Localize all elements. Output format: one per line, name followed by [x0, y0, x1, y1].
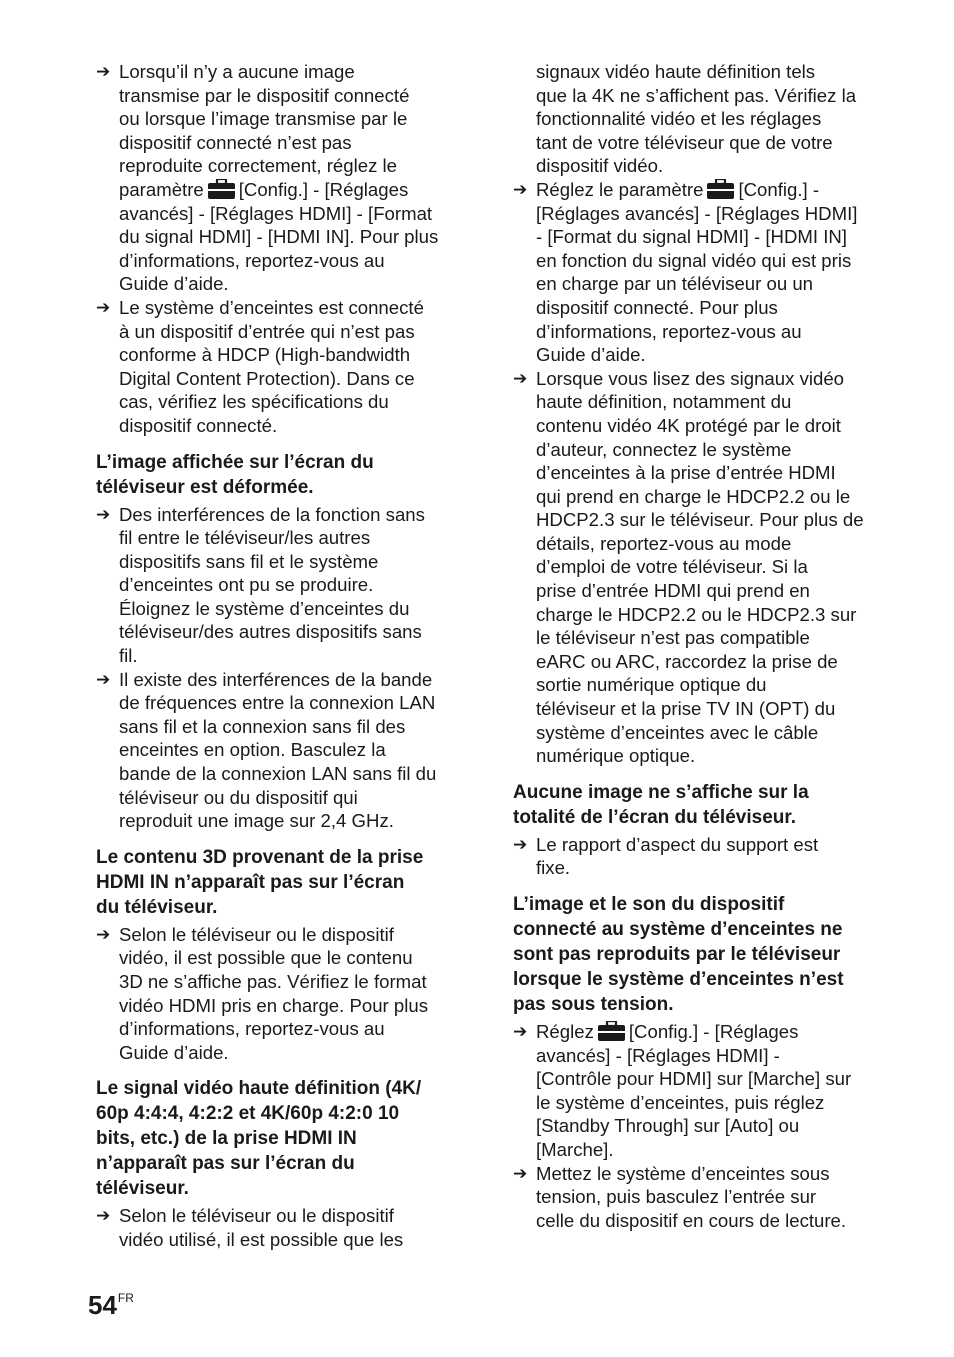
line: d’enceintes ont pu se produire. [119, 574, 374, 596]
line: d’informations, reportez-vous au [536, 320, 802, 342]
line: signaux vidéo haute définition tels [536, 61, 816, 82]
section-heading [96, 450, 468, 500]
line: avancés] - [Réglages HDMI] - [536, 1044, 780, 1066]
line: téléviseur ou du dispositif qui [119, 786, 358, 808]
line: avancés] - [Réglages HDMI] - [Format [119, 202, 433, 224]
toolbox-icon [207, 179, 236, 199]
page-language: FR [117, 1291, 134, 1305]
line: sans fil et la connexion sans fil des [119, 715, 406, 737]
page-number-value: 54 [88, 1290, 117, 1320]
text: [Config.] - [Réglages [628, 1021, 799, 1042]
line: téléviseur. [96, 1178, 189, 1200]
bullet-item [513, 1020, 885, 1162]
line: le téléviseur n’est pas compatible [536, 627, 810, 649]
arrow-right-icon: ➔ [513, 179, 528, 199]
line: de fréquences entre la connexion LAN [119, 692, 436, 714]
arrow-right-icon: ➔ [513, 1163, 528, 1183]
line: système d’enceintes avec le câble [536, 721, 819, 743]
line: conforme à HDCP (High-bandwidth [119, 344, 411, 366]
line: [Standby Through] sur [Auto] ou [536, 1115, 800, 1137]
bullet-item [96, 296, 468, 438]
line: Guide d’aide. [119, 1041, 229, 1063]
continued-text [513, 60, 885, 178]
line: du téléviseur. [96, 896, 218, 918]
line: connecté au système d’enceintes ne [513, 919, 843, 940]
line: dispositifs sans fil et le système [119, 550, 379, 572]
line: pas sous tension. [513, 994, 674, 1015]
line: Mettez le système d’enceintes sous [536, 1162, 830, 1184]
line: [Contrôle pour HDMI] sur [Marche] sur [536, 1068, 852, 1090]
line: [Marche]. [536, 1138, 614, 1160]
line: enceintes en option. Basculez la [119, 739, 386, 761]
line: d’enceintes à la prise d’entrée HDMI [536, 462, 836, 484]
line: n’apparaît pas sur l’écran du [96, 1153, 355, 1175]
text: [Config.] - [738, 178, 820, 200]
bullet-item [513, 178, 885, 367]
line: vidéo utilisé, il est possible que les [119, 1228, 404, 1250]
section-heading [96, 845, 468, 920]
line: Selon le téléviseur ou le dispositif [119, 1205, 394, 1227]
arrow-right-icon: ➔ [513, 834, 528, 854]
section-heading [513, 780, 885, 830]
line: fil. [119, 645, 138, 667]
bullet-item [513, 833, 885, 880]
line: Lorsqu’il n’y a aucune image [119, 61, 355, 82]
arrow-right-icon: ➔ [96, 297, 111, 317]
line: d’auteur, connectez le système [536, 438, 792, 460]
bullet-item [96, 1204, 468, 1251]
line: téléviseur/des autres dispositifs sans [119, 621, 422, 643]
line: Guide d’aide. [119, 273, 229, 295]
line: Il existe des interférences de la bande [119, 668, 433, 690]
line: dispositif connecté. [119, 414, 278, 436]
arrow-right-icon: ➔ [96, 62, 111, 81]
line: fil entre le téléviseur/les autres [119, 527, 371, 549]
line: bande de la connexion LAN sans fil du [119, 763, 437, 785]
text: paramètre [119, 178, 204, 200]
line: dispositif connecté. Pour plus [536, 296, 778, 318]
line: Le signal vidéo haute définition (4K/ [96, 1078, 422, 1100]
line: fonctionnalité vidéo et les réglages [536, 108, 822, 130]
line: tant de votre téléviseur que de votre [536, 131, 833, 153]
line: en fonction du signal vidéo qui est pris [536, 249, 852, 271]
arrow-right-icon: ➔ [96, 669, 111, 689]
line: Aucune image ne s’affiche sur la [513, 781, 809, 803]
line: bits, etc.) de la prise HDMI IN [96, 1128, 357, 1150]
line: [Réglages avancés] - [Réglages HDMI] [536, 202, 858, 224]
bullet-item [96, 668, 468, 833]
line: qui prend en charge le HDCP2.2 ou le [536, 485, 851, 507]
line: L’image affichée sur l’écran du [96, 451, 374, 473]
left-column [96, 60, 468, 1252]
line: vidéo HDMI pris en charge. Pour plus [119, 994, 429, 1016]
right-column [513, 60, 885, 1232]
line [536, 178, 885, 202]
line: en charge par un téléviseur ou un [536, 273, 814, 295]
line: vidéo, il est possible que le contenu [119, 947, 413, 969]
line: - [Format du signal HDMI] - [HDMI IN] [536, 226, 847, 248]
line: celle du dispositif en cours de lecture. [536, 1209, 847, 1231]
line: à un dispositif d’entrée qui n’est pas [119, 320, 415, 342]
line: d’informations, reportez-vous au [119, 249, 385, 271]
text: Réglez [536, 1021, 594, 1042]
line: Lorsque vous lisez des signaux vidéo [536, 367, 845, 389]
line: dispositif connecté n’est pas [119, 131, 352, 153]
bullet-item [96, 503, 468, 668]
bullet-item [513, 1162, 885, 1233]
line: téléviseur et la prise TV IN (OPT) du [536, 698, 836, 720]
line: Le contenu 3D provenant de la prise [96, 846, 424, 868]
line: cas, vérifiez les spécifications du [119, 391, 389, 413]
line: Le rapport d’aspect du support est [536, 833, 819, 855]
arrow-right-icon: ➔ [513, 368, 528, 388]
line: d’emploi de votre téléviseur. Si la [536, 556, 808, 578]
line: sortie numérique optique du [536, 674, 767, 696]
line: d’informations, reportez-vous au [119, 1018, 385, 1040]
line: reproduite correctement, réglez le [119, 155, 398, 177]
line: détails, reportez-vous au mode [536, 532, 792, 554]
arrow-right-icon: ➔ [513, 1022, 528, 1041]
arrow-right-icon: ➔ [96, 924, 111, 944]
toolbox-icon [706, 179, 735, 199]
bullet-item [96, 60, 468, 296]
line: numérique optique. [536, 745, 696, 767]
bullet-item [96, 923, 468, 1065]
line [119, 178, 468, 202]
line: le système d’enceintes, puis réglez [536, 1091, 825, 1113]
line: Digital Content Protection). Dans ce [119, 367, 415, 389]
line: totalité de l’écran du téléviseur. [513, 806, 796, 828]
line: HDMI IN n’apparaît pas sur l’écran [96, 871, 405, 893]
line: fixe. [536, 857, 571, 879]
line: L’image et le son du dispositif [513, 894, 785, 915]
page-number [88, 1290, 134, 1321]
line: 3D ne s’affiche pas. Vérifiez le format [119, 971, 427, 992]
line: 60p 4:4:4, 4:2:2 et 4K/60p 4:2:0 10 [96, 1103, 400, 1125]
line: Des interférences de la fonction sans [119, 503, 425, 525]
line: Selon le téléviseur ou le dispositif [119, 923, 394, 945]
line: ou lorsque l’image transmise par le [119, 108, 408, 130]
line: haute définition, notamment du [536, 391, 792, 413]
line: lorsque le système d’enceintes n’est [513, 969, 844, 990]
line: transmise par le dispositif connecté [119, 84, 410, 106]
line: dispositif vidéo. [536, 155, 664, 177]
line: prise d’entrée HDMI qui prend en [536, 580, 810, 602]
section-heading [96, 1076, 468, 1201]
arrow-right-icon: ➔ [96, 1206, 111, 1226]
section-heading [513, 892, 885, 1017]
line: sont pas reproduits par le téléviseur [513, 944, 841, 965]
lines [119, 60, 468, 296]
text: Réglez le paramètre [536, 178, 704, 200]
bullet-item [513, 367, 885, 768]
line: reproduit une image sur 2,4 GHz. [119, 810, 394, 832]
line: que la 4K ne s’affichent pas. Vérifiez la [536, 84, 857, 106]
toolbox-icon [597, 1021, 626, 1041]
line: Le système d’enceintes est connecté [119, 296, 424, 318]
line: eARC ou ARC, raccordez la prise de [536, 650, 838, 672]
text: [Config.] - [Réglages [238, 178, 409, 200]
line: tension, puis basculez l’entrée sur [536, 1186, 817, 1208]
arrow-right-icon: ➔ [96, 504, 111, 524]
line: HDCP2.3 sur le téléviseur. Pour plus de [536, 509, 864, 531]
line: du signal HDMI] - [HDMI IN]. Pour plus [119, 226, 439, 248]
line: Éloignez le système d’enceintes du [119, 597, 410, 619]
line: Guide d’aide. [536, 344, 646, 366]
line [536, 1020, 885, 1044]
line: contenu vidéo 4K protégé par le droit [536, 414, 841, 436]
line: téléviseur est déformée. [96, 476, 314, 498]
line: charge le HDCP2.2 ou le HDCP2.3 sur [536, 603, 857, 625]
